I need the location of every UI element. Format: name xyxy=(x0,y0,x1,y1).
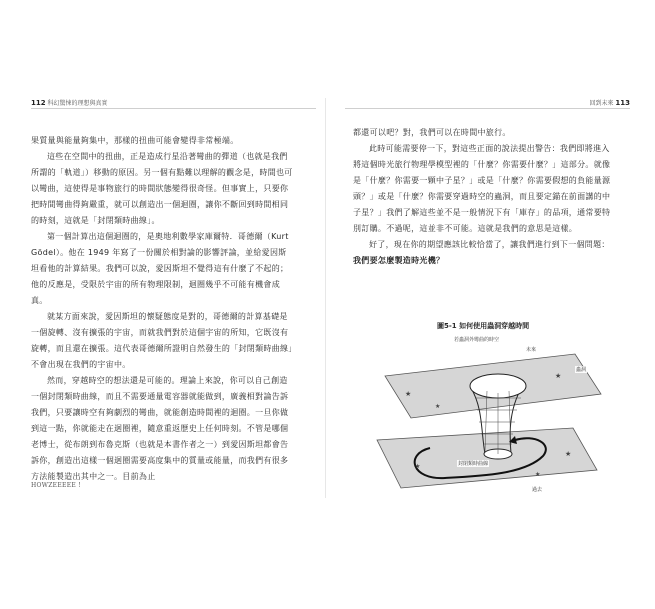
wormhole-figure xyxy=(375,336,605,496)
star-icon: ★ xyxy=(415,463,421,470)
lower-spacetime-sheet xyxy=(377,428,597,488)
wormhole-diagram xyxy=(375,336,605,496)
left-paragraph: 然而，穿越時空的想法還是可能的。理論上來說，你可以自己創造一個封閉類時曲線，而且不需要通量電容器就能做到，廣義相對論告訴我們，只要讓時空有夠劇烈的彎曲，就能創造時間裡的迴圈。一旦你做到這一點，你就能走在迴圈裡，隨意重返歷史上任何時刻。不管是哪個老博士，從布朗到布魯克斯（也就是本書作者之一）到愛因斯坦都會告訴你，創造出這樣一個迴圈需要高度集中的質量或能量，而我們有很多方法能製造出其中之一。目前為止 xyxy=(31,376,289,481)
left-paragraph: 就某方面來說，愛因斯坦的懷疑態度是對的，哥德爾的計算基礎是一個旋轉、沒有擴張的宇宙，而就我們對於這個宇宙的所知，它既沒有旋轉，而且還在擴張。這代表哥德爾所證明自然發生的「封閉類時曲線」不會出現在我們的宇宙中。 xyxy=(31,312,293,369)
right-page xyxy=(345,98,630,498)
left-running-head xyxy=(31,98,108,107)
left-paragraph: 第一個計算出這個迴圈的，是奧地利數學家庫爾特．哥德爾（Kurt Gödel）。他在 1949 年寫了一份關於相對論的影響評論，並給愛因斯坦看他的計算結果。我們可以說，愛因斯坦不覺得這有什麼了不起的；他的反應是，受限於宇宙的所有物理限制，迴圈幾乎不可能有機會成真。 xyxy=(31,232,289,305)
book-spine xyxy=(325,98,326,498)
left-paragraph: 果質量與能量夠集中，那樣的扭曲可能會變得非常極端。 xyxy=(31,136,239,145)
right-paragraph: 此時可能需要停一下，對這些正面的說法提出警告：我們即將進入將這個時光旅行物理學模型裡的「什麼？你需要什麼？」這部分。就像是「什麼？你需要一顆中子星？」或是「什麼？你需要假想的負能量源頭？」或是「什麼？你需要穿過時空的蟲洞，而且要定錨在前面講的中子星？」我們了解這些並不是一般情況下有「庫存」的品項，通常要特別訂購。不過呢，這並非不可能。這就是我們的意思是這樣。 xyxy=(353,144,611,233)
footer-mark: HOWZEEEEE ! xyxy=(31,482,82,489)
left-page xyxy=(31,98,316,498)
label-future: 未來 xyxy=(526,347,537,353)
label-past: 過去 xyxy=(532,487,543,493)
left-paragraph: 這些在空間中的扭曲，正是造成行星沿著彎曲的彈道（也就是我們所謂的「軌道」）移動的原因。另一個有點難以理解的觀念是，時間也可以彎曲，這使得是事物旅行的時間狀態變得很奇怪。但事實上，只要你把時間彎曲得夠嚴重，就可以創造出一個迴圈，讓你不斷回到時間相同的時刻，這就是「封閉類時曲線」。 xyxy=(31,152,293,225)
key-question: 我們要怎麼製造時光機？ xyxy=(353,256,445,265)
star-icon: ★ xyxy=(535,471,541,478)
right-head-rule xyxy=(345,108,630,109)
star-icon: ★ xyxy=(435,403,441,410)
label-wormhole: 蟲洞 xyxy=(576,367,587,373)
right-paragraph xyxy=(353,237,615,269)
right-page-number: 113 xyxy=(615,99,630,107)
figure-caption: 圖5-1 如何使用蟲洞穿越時間 xyxy=(437,322,530,330)
label-closed-timelike-curve: 封閉類時曲線 xyxy=(458,461,489,467)
star-icon: ★ xyxy=(565,450,572,458)
right-body-text xyxy=(353,125,615,269)
right-section-title: 回到未來 xyxy=(589,100,614,107)
left-page-number: 112 xyxy=(31,99,46,107)
left-body-text xyxy=(31,133,293,485)
right-paragraph-text: 好了，現在你的期望應該比較恰當了，讓我們進行到下一個問題： xyxy=(369,240,610,249)
star-icon: ★ xyxy=(405,390,412,398)
star-icon: ★ xyxy=(555,372,562,380)
label-bent-spacetime: 若蟲洞外彎曲的時空 xyxy=(454,337,500,343)
right-running-head xyxy=(589,98,630,107)
left-book-title: 科幻驚悚的理想與真實 xyxy=(47,100,108,107)
left-head-rule xyxy=(31,108,316,109)
right-paragraph: 都還可以吧？對，我們可以在時間中旅行。 xyxy=(353,128,511,137)
